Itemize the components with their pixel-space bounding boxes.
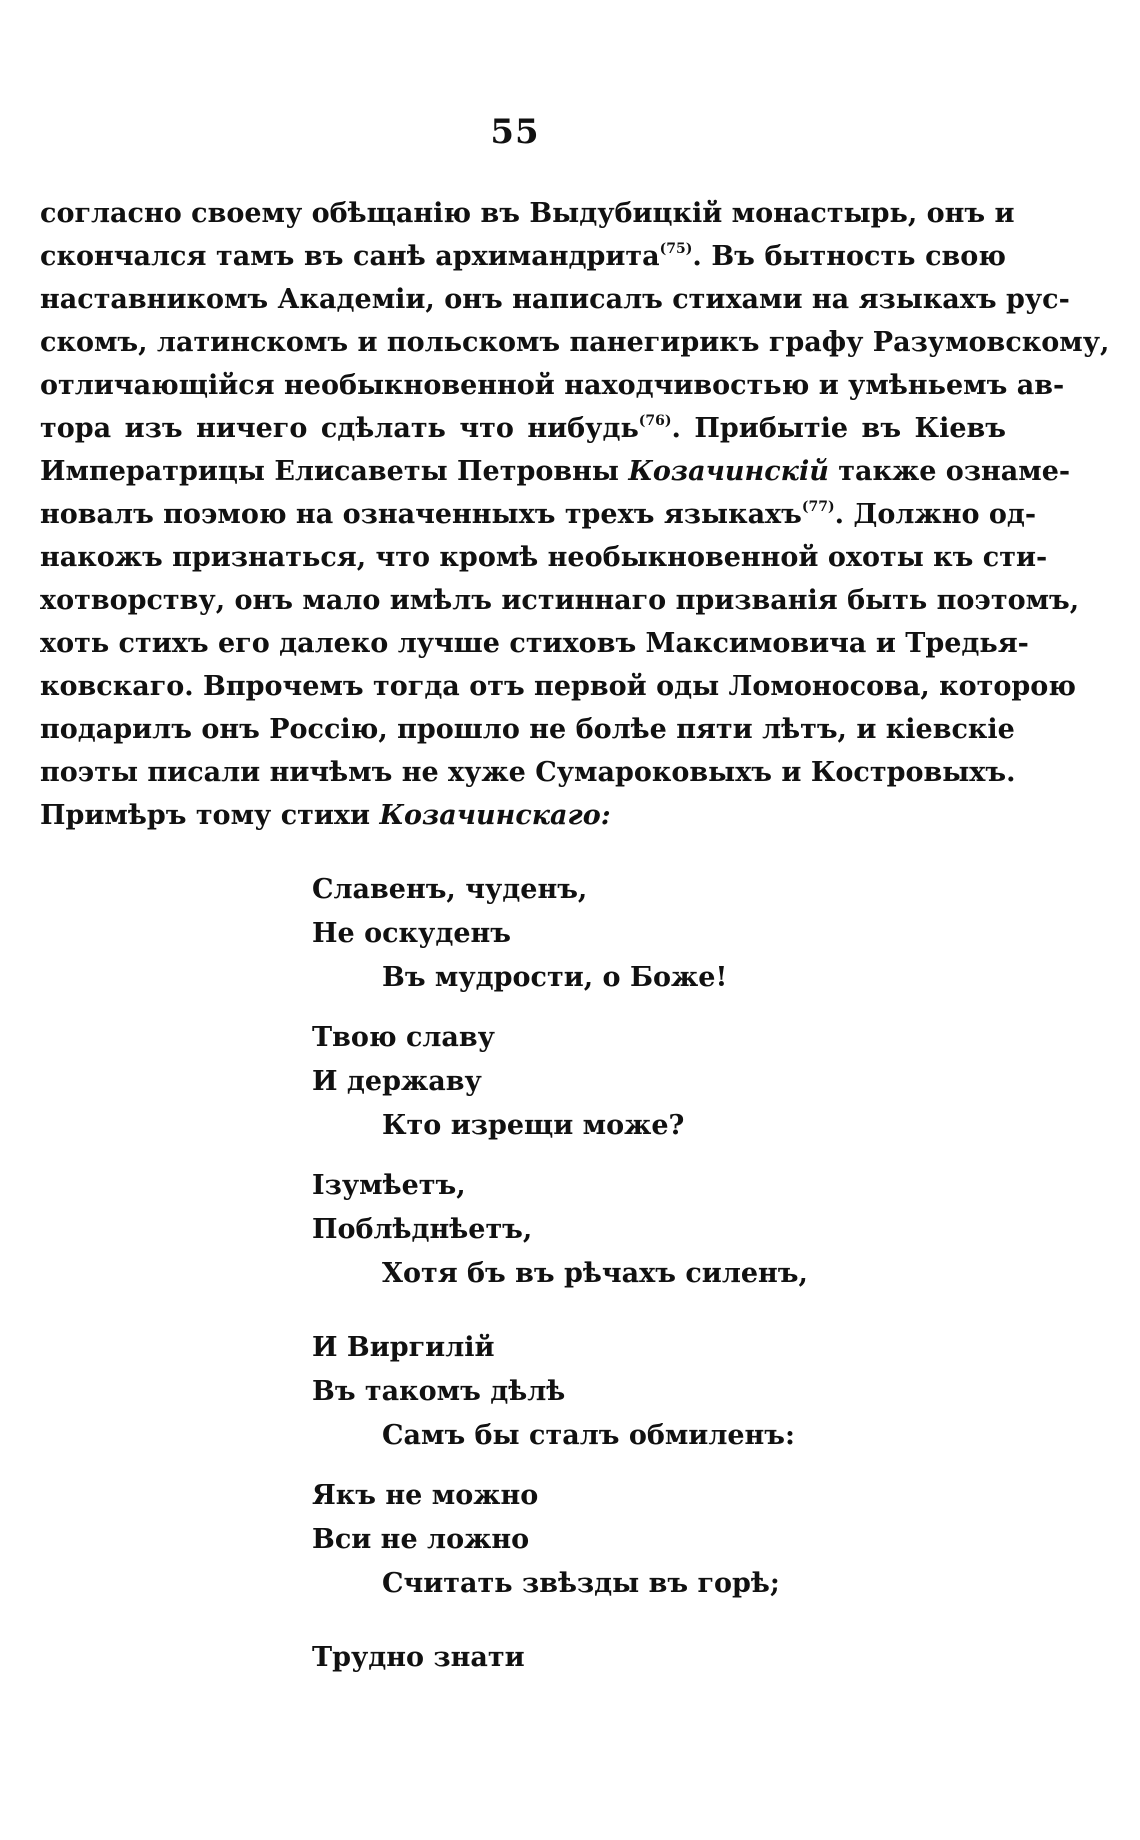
poem-stanza xyxy=(312,1016,872,1148)
prose-text: также ознаме- xyxy=(828,456,1071,487)
poem-line: Вси не ложно xyxy=(312,1524,530,1555)
prose-line xyxy=(40,364,1065,407)
prose-text: согласно своему обѣщанію въ Выдубицкій монастырь, онъ и xyxy=(40,198,1015,229)
prose-text: наставникомъ Академіи, онъ написалъ стихами на языкахъ рус- xyxy=(40,284,1070,315)
poem-line: Считать звѣзды въ горѣ; xyxy=(382,1568,780,1599)
prose-text: поэты писали ничѣмъ не хуже Сумароковыхъ и Костровыхъ. xyxy=(40,757,1016,788)
prose-text: . Въ бытность свою xyxy=(692,241,1006,272)
prose-text: . Должно од- xyxy=(834,499,1037,530)
prose-text: Императрицы Елисаветы Петровны xyxy=(40,456,629,487)
italic-name: Козачинскій xyxy=(628,456,829,487)
italic-name: Козачинскаго: xyxy=(379,800,611,831)
prose-line xyxy=(40,536,1048,579)
poem xyxy=(312,868,872,1680)
prose-line xyxy=(40,708,1015,751)
prose-line xyxy=(40,192,1015,235)
poem-stanza xyxy=(312,1636,872,1680)
footnote-marker: (76) xyxy=(638,413,672,429)
prose-text: новалъ поэмою на означенныхъ трехъ языкахъ xyxy=(40,499,802,530)
prose-line xyxy=(40,278,1070,321)
poem-line: Поблѣднѣетъ, xyxy=(312,1214,533,1245)
poem-line: Не оскуденъ xyxy=(312,918,511,949)
prose-line xyxy=(40,579,1080,622)
prose-line xyxy=(40,493,1037,536)
prose-line xyxy=(40,751,1016,794)
prose-text: подарилъ онъ Россію, прошло не болѣе пяти лѣтъ, и кіевскіе xyxy=(40,714,1015,745)
prose-line xyxy=(40,450,1071,493)
poem-line: Кто изрещи може? xyxy=(382,1110,685,1141)
prose-line xyxy=(40,622,1029,665)
poem-stanza xyxy=(312,1164,872,1296)
prose-text: скомъ, латинскомъ и польскомъ панегирикъ графу Разумовскому, xyxy=(40,327,1110,358)
poem-line: Самъ бы сталъ обмиленъ: xyxy=(382,1420,795,1451)
footnote-marker: (75) xyxy=(659,241,693,257)
prose-text: . Прибытіе въ Кіевъ xyxy=(671,413,1006,444)
poem-line: И державу xyxy=(312,1066,482,1097)
poem-line: Хотя бъ въ рѣчахъ силенъ, xyxy=(382,1258,808,1289)
prose-line xyxy=(40,665,1076,708)
poem-stanza xyxy=(312,1326,872,1458)
prose-line xyxy=(40,407,1006,450)
prose-text: тора изъ ничего сдѣлать что нибудь xyxy=(40,413,639,444)
prose-text: накожъ признаться, что кромѣ необыкновенной охоты къ сти- xyxy=(40,542,1048,573)
poem-line: Ізумѣетъ, xyxy=(312,1170,466,1201)
poem-line: Въ мудрости, о Боже! xyxy=(382,962,728,993)
prose-line xyxy=(40,321,1110,364)
poem-line: Трудно знати xyxy=(312,1642,525,1673)
poem-line: Твою славу xyxy=(312,1022,495,1053)
prose-text: скончался тамъ въ санѣ архимандрита xyxy=(40,241,660,272)
prose-line xyxy=(40,794,1006,837)
prose-text: ковскаго. Впрочемъ тогда отъ первой оды Ломоносова, которою xyxy=(40,671,1076,702)
poem-line: Въ такомъ дѣлѣ xyxy=(312,1376,566,1407)
poem-stanza xyxy=(312,1474,872,1606)
prose-paragraph xyxy=(40,192,1110,837)
poem-stanza xyxy=(312,868,872,1000)
prose-text: хоть стихъ его далеко лучше стиховъ Максимовича и Тредья- xyxy=(40,628,1029,659)
poem-line: Славенъ, чуденъ, xyxy=(312,874,588,905)
prose-line xyxy=(40,235,1006,278)
prose-text: хотворству, онъ мало имѣлъ истиннаго призванія быть поэтомъ, xyxy=(40,585,1080,616)
prose-text: отличающійся необыкновенной находчивостью и умѣньемъ ав- xyxy=(40,370,1065,401)
prose-text: Примѣръ тому стихи xyxy=(40,800,380,831)
page-number: 55 xyxy=(490,112,540,152)
poem-line: Якъ не можно xyxy=(312,1480,539,1511)
footnote-marker: (77) xyxy=(801,499,835,515)
poem-line: И Виргилій xyxy=(312,1332,495,1363)
